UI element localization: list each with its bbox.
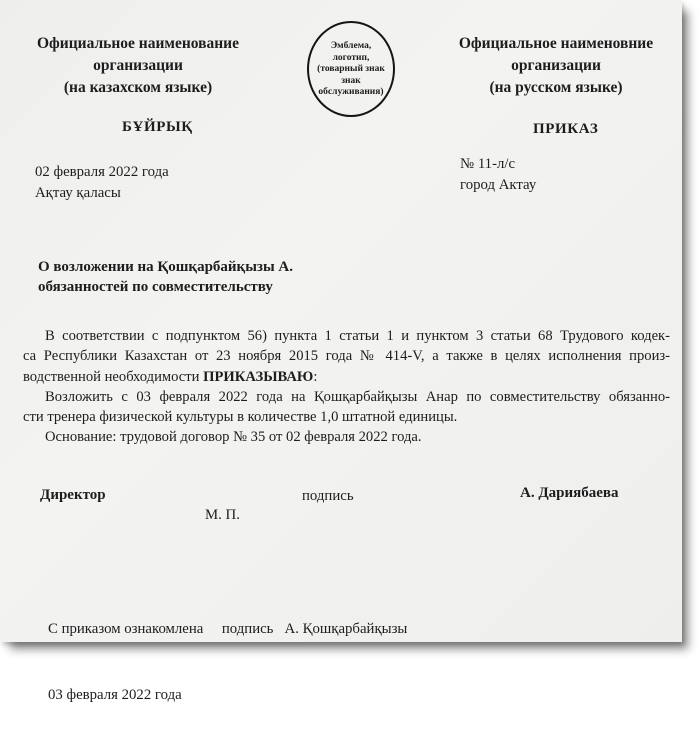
emblem-placeholder-text	[317, 39, 385, 99]
doc-type-russian: ПРИКАЗ	[533, 121, 599, 137]
body-order-verb: ПРИКАЗЫВАЮ	[203, 368, 314, 385]
body-p2-line1: Возложить с 03 февраля 2022 года на Қошқарбайқызы Анар по совместительству обязанно-	[45, 388, 670, 405]
order-subject-line2: обязанностей по совместительству	[38, 278, 273, 295]
order-number-place	[460, 154, 536, 196]
org-name-russian-line3: (на русском языке)	[489, 79, 623, 96]
org-name-kazakh-line2: организации	[93, 57, 183, 74]
emblem-line5: обслуживания)	[318, 87, 384, 98]
body-p1-line3-suffix: :	[313, 368, 318, 385]
order-city-russian: город Актау	[460, 177, 537, 193]
emblem-line2: логотип,	[332, 52, 370, 63]
emblem-line4: знак	[341, 75, 361, 86]
emblem-circle	[307, 21, 395, 117]
org-name-russian-line2: организации	[511, 57, 601, 74]
body-p1-line3-prefix: водственной необходимости	[23, 368, 204, 385]
org-name-russian-line1: Официальное наименовние	[458, 35, 654, 52]
acknowledgement-date: 03 февраля 2022 года	[48, 687, 182, 703]
order-subject	[38, 258, 293, 297]
body-p2-line2: сти тренера физической культуры в количестве 1,0 штатной единицы.	[23, 409, 458, 426]
order-date: 02 февраля 2022 года	[35, 164, 169, 180]
org-name-russian	[448, 33, 664, 99]
org-name-kazakh-line1: Официальное наименование	[37, 35, 239, 52]
order-number: № 11-л/с	[460, 156, 516, 172]
doc-type-kazakh: БҰЙРЫҚ	[122, 119, 193, 135]
signatory-position: Директор	[40, 487, 106, 503]
order-date-place	[35, 162, 169, 204]
acknowledgement-line: С приказом ознакомлена подпись А. Қошқарбайқызы	[48, 621, 408, 637]
order-city-kazakh: Ақтау қаласы	[35, 185, 121, 201]
emblem-line3: (товарный знак	[317, 64, 385, 75]
body-basis-line: Основание: трудовой договор № 35 от 02 февраля 2022 года.	[45, 429, 422, 446]
stamp-placeholder: М. П.	[205, 507, 240, 523]
order-subject-line1: О возложении на Қошқарбайқызы А.	[38, 259, 293, 275]
emblem-line1: Эмблема,	[330, 41, 372, 52]
signatory-name: А. Дариябаева	[520, 485, 619, 501]
org-name-kazakh	[30, 33, 246, 99]
body-p1-line2: са Республики Казахстан от 23 ноября 2015 года № 414-V, а также в целях исполнения произ-	[23, 348, 670, 365]
acknowledgement-block	[48, 574, 407, 750]
signature-label: подпись	[302, 488, 354, 504]
order-body	[23, 326, 670, 448]
org-name-kazakh-line3: (на казахском языке)	[63, 79, 213, 96]
body-p1-line3	[23, 367, 670, 387]
body-p1-line1: В соответствии с подпунктом 56) пункта 1 статьи 1 и пунктом 3 статьи 68 Трудового кодек-	[45, 328, 670, 344]
